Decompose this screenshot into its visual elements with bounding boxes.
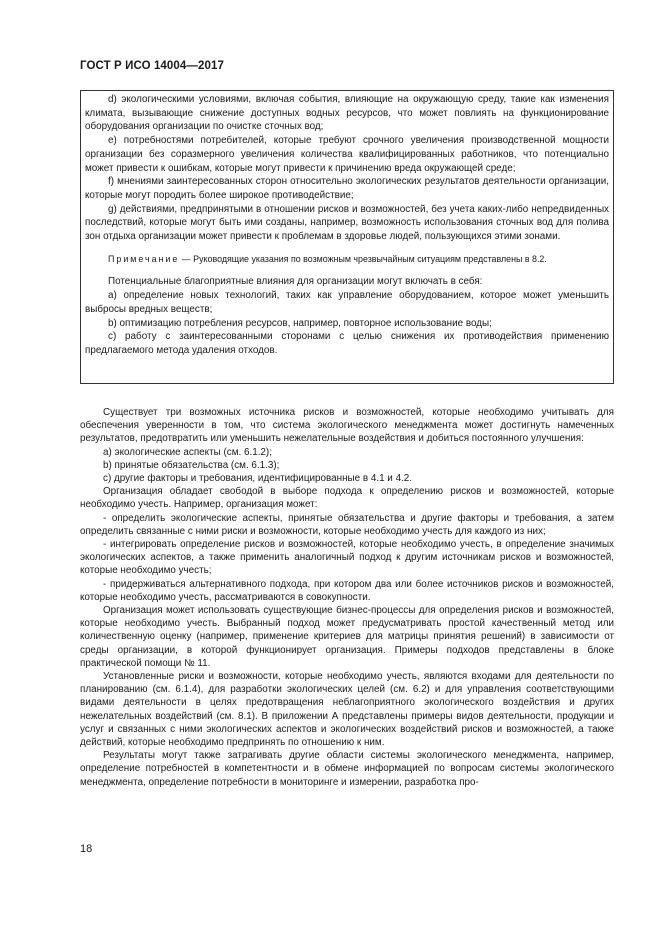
note-text: — Руководящие указания по возможным чрезвычайным ситуациям представлены в 8.2. — [179, 253, 547, 264]
benefits-intro: Потенциальные благоприятные влияния для организации могут включать в себя: — [108, 276, 483, 288]
paragraph-business-processes: Организация может использовать существующие бизнес-процессы для определения рисков и возможностей, которые необходимо учесть. Выбранный подход может предусматривать простой качественный метод или количественную оценку (например, применение критериев для матрицы принятия решений) в зависимости от среды организации, в которой функционирует организация. Примеры подходов представлены в блоке практической помощи № 11. — [80, 605, 614, 669]
paragraph-planning-inputs: Установленные риски и возможности, которые необходимо учесть, являются входами для деятельности по планированию (см. 6.1.4), для разработки экологических целей (см. 6.2) и для управления соответствующими видами деятельности в целях предотвращения неблагоприятного экологического воздействия и других нежелательных воздействий (см. 8.1). В приложении А представлены примеры видов деятельности, продукции и услуг и связанных с ними экологических аспектов и экологических воздействий рисков и возможностей, а также действий, которые необходимо предпринять по отношению к ним. — [80, 671, 614, 749]
paragraph-approach-freedom: Организация обладает свободой в выборе подхода к определению рисков и возможностей, которые необходимо учесть. Например, организация может: — [80, 486, 614, 511]
list-item-c: c) другие факторы и требования, идентифицированные в 4.1 и 4.2. — [103, 473, 413, 485]
benefit-c: c) работу с заинтересованными сторонами с целью снижения их противодействия применению предлагаемого метода удаления отходов. — [85, 331, 609, 356]
list-item-a: a) экологические аспекты (см. 6.1.2); — [103, 446, 272, 458]
list-item-b: b) принятые обязательства (см. 6.1.3); — [103, 459, 280, 471]
benefit-b: b) оптимизацию потребления ресурсов, например, повторное использование воды; — [108, 317, 492, 329]
page-number: 18 — [80, 843, 93, 855]
page-header: ГОСТ Р ИСО 14004—2017 — [80, 60, 225, 72]
approach-item-1: - определить экологические аспекты, принятые обязательства и другие факторы и требования, а затем определить связанные с ними риски и возможности, которые необходимо учесть для каждого из них; — [80, 512, 614, 537]
approach-item-2: - интегрировать определение рисков и возможностей, которые необходимо учесть, в определение значимых экологических аспектов, а также применить аналогичный подход к другим источникам рисков и возможностей, которые необходимо учесть; — [80, 539, 614, 577]
box-note — [85, 253, 609, 267]
box-item-d: d) экологическими условиями, включая события, влияющие на окружающую среду, такие как изменения климата, вызывающие снижение доступных водных ресурсов, что может повлиять на функционирование оборудования организации по очистке сточных вод; — [85, 94, 609, 133]
box-item-f: f) мнениями заинтересованных сторон относительно экологических результатов деятельности организации, которые могут породить более широкое противодействие; — [85, 176, 609, 201]
main-text — [80, 406, 614, 789]
note-label: Примечание — [108, 253, 180, 264]
paragraph-sources-intro: Существует три возможных источника рисков и возможностей, которые необходимо учитывать для обеспечения уверенности в том, что система экологического менеджмента может достигнуть намеченных результатов, предотвратить или уменьшить нежелательные воздействия и добиться постоянного улучшения: — [80, 407, 614, 445]
box-item-g: g) действиями, предпринятыми в отношении рисков и возможностей, без учета каких-либо непредвиденных последствий, которые могут быть ими созданы, например, возможность использования сточных вод для полива зон отдыха организации может привести к проблемам в здоровье людей, пользующихся этими зонами. — [85, 203, 609, 243]
benefit-a: a) определение новых технологий, таких как управление оборудованием, которое может уменьшить выбросы вредных веществ; — [85, 290, 609, 315]
approach-item-3: - придерживаться альтернативного подхода, при котором два или более источников рисков и возможностей, которые необходимо учесть, рассматриваются в совокупности. — [80, 578, 614, 603]
box-item-e: e) потребностями потребителей, которые требуют срочного увеличения производственной мощности организации без соразмерного увеличения количества квалифицированных работников, что потенциально может привести к ошибкам, которые могут привести к причинению вреда окружающей среде; — [85, 135, 609, 174]
guidance-box-content — [85, 93, 609, 358]
paragraph-results: Результаты могут также затрагивать другие области системы экологического менеджмента, например, определение потребностей в компетентности и в обмене информацией по вопросам системы экологического менеджмента, определение потребности в мониторинге и измерении, разработка про- — [80, 750, 614, 788]
